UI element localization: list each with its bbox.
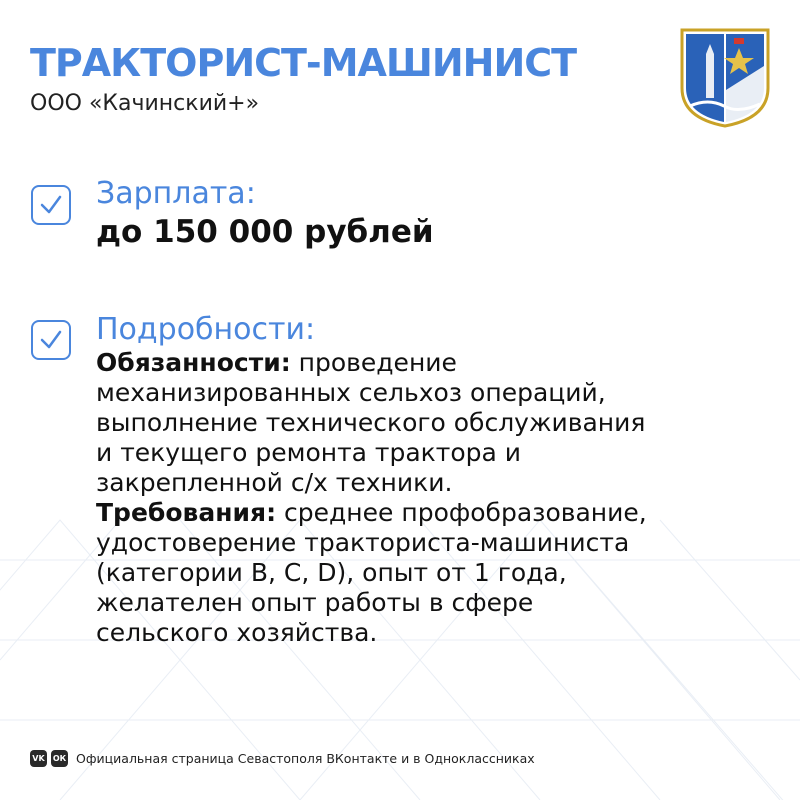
job-title: ТРАКТОРИСТ-МАШИНИСТ	[30, 41, 577, 85]
duties-line-0: Обязанности: проведение	[96, 348, 457, 377]
sevastopol-coat-of-arms-icon	[678, 26, 772, 128]
requirements-line-0: Требования: среднее профобразование,	[96, 498, 647, 527]
footer-text: Официальная страница Севастополя ВКонтакте и в Одноклассниках	[76, 751, 535, 766]
duties-line-3: и текущего ремонта трактора и	[96, 438, 522, 467]
requirements-line-3: желателен опыт работы в сфере	[96, 588, 534, 617]
details-check-icon	[31, 320, 71, 360]
salary-label: Зарплата:	[96, 176, 256, 211]
duties-label: Обязанности:	[96, 348, 291, 377]
details-text	[96, 348, 756, 648]
duties-line-1: механизированных сельхоз операций,	[96, 378, 606, 407]
company-name: ООО «Качинский+»	[30, 91, 260, 116]
salary-check-icon	[31, 185, 71, 225]
header	[30, 40, 576, 118]
requirements-line-4: сельского хозяйства.	[96, 618, 378, 647]
vk-icon[interactable]: VK	[30, 750, 47, 767]
salary-value: до 150 000 рублей	[96, 214, 434, 250]
odnoklassniki-icon[interactable]: ОК	[51, 750, 68, 767]
salary-section	[96, 176, 434, 252]
details-label: Подробности:	[96, 312, 316, 347]
footer	[30, 750, 535, 767]
requirements-line-1: удостоверение тракториста-машиниста	[96, 528, 630, 557]
details-section	[96, 312, 756, 648]
requirements-label: Требования:	[96, 498, 277, 527]
duties-line-4: закрепленной с/х техники.	[96, 468, 453, 497]
requirements-line-2: (категории B, C, D), опыт от 1 года,	[96, 558, 567, 587]
duties-line-2: выполнение технического обслуживания	[96, 408, 646, 437]
